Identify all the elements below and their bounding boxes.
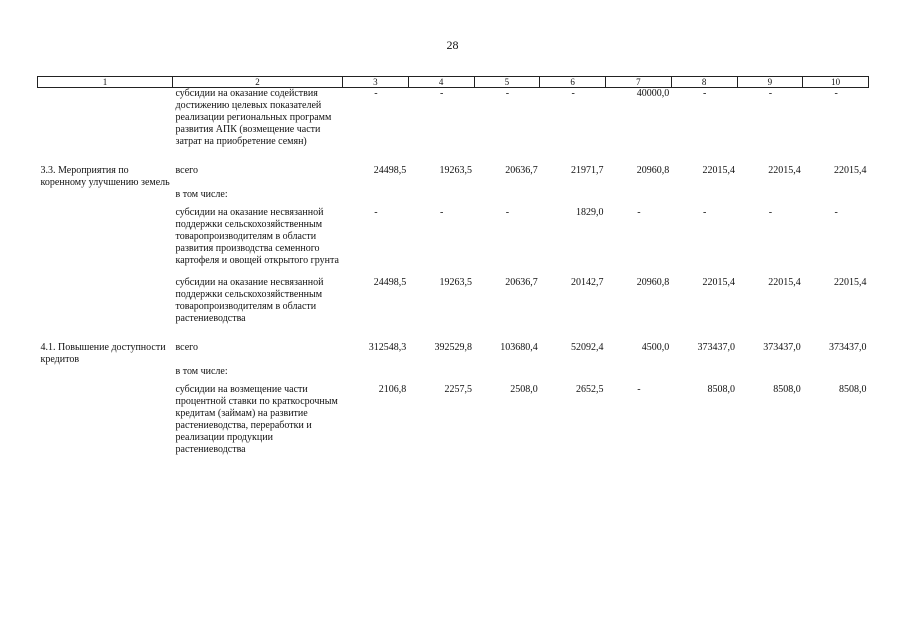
measure-name-cell	[38, 384, 173, 464]
value-cell: 22015,4	[768, 165, 801, 176]
column-header: 8	[671, 77, 737, 88]
value-cell: 20142,7	[571, 277, 604, 288]
value-cell: 52092,4	[571, 342, 604, 353]
value-cell: 19263,5	[439, 165, 472, 176]
table-body	[38, 88, 869, 465]
value-cell: 40000,0	[636, 88, 670, 99]
measure-name-cell	[38, 277, 173, 335]
value-cell	[737, 189, 803, 207]
value-cell: 4500,0	[641, 342, 670, 353]
value-cell: 22015,4	[768, 277, 801, 288]
value-cell	[671, 366, 737, 384]
value-cell: -	[637, 384, 641, 395]
value-cell: 8508,0	[839, 384, 867, 395]
value-cell	[803, 189, 869, 207]
value-cell: -	[834, 207, 838, 218]
value-cell	[606, 366, 672, 384]
value-cell: 22015,4	[702, 165, 735, 176]
value-cell: 1829,0	[576, 207, 604, 218]
measure-name-cell: 3.3. Мероприятия по коренному улучшению земель	[40, 165, 170, 188]
funding-description-cell: субсидии на оказание несвязанной поддержки сельскохозяйственным товаропроизводителям в области развития производства семенного картофеля и овощей открытого грунта	[175, 207, 339, 266]
value-cell: -	[834, 88, 838, 99]
measure-name-cell	[38, 88, 173, 159]
value-cell: 373437,0	[829, 342, 867, 353]
column-header: 1	[38, 77, 173, 88]
value-cell: 373437,0	[763, 342, 801, 353]
column-header: 4	[408, 77, 474, 88]
value-cell	[540, 366, 606, 384]
column-header: 7	[606, 77, 672, 88]
table-row	[38, 277, 869, 335]
value-cell	[671, 189, 737, 207]
value-cell: 20636,7	[505, 277, 538, 288]
value-cell: -	[505, 207, 510, 218]
value-cell	[408, 366, 474, 384]
value-cell: 2106,8	[378, 384, 407, 395]
value-cell: 24498,5	[373, 277, 407, 288]
value-cell: 2508,0	[510, 384, 538, 395]
funding-description-cell: всего	[175, 165, 199, 176]
value-cell: -	[374, 88, 378, 99]
table-row	[38, 189, 869, 207]
column-number-header	[38, 77, 869, 88]
value-cell: 22015,4	[834, 165, 867, 176]
column-header: 9	[737, 77, 803, 88]
value-cell	[606, 189, 672, 207]
value-cell: 21971,7	[571, 165, 604, 176]
table-row	[38, 88, 869, 159]
table-row	[38, 158, 869, 189]
value-cell: 392529,8	[434, 342, 472, 353]
funding-description-cell: в том числе:	[175, 366, 228, 377]
value-cell: 2257,5	[444, 384, 472, 395]
value-cell: 103680,4	[500, 342, 538, 353]
column-header: 6	[540, 77, 606, 88]
value-cell: -	[637, 207, 641, 218]
value-cell: 19263,5	[439, 277, 472, 288]
value-cell: -	[702, 88, 707, 99]
value-cell	[408, 189, 474, 207]
value-cell: -	[702, 207, 707, 218]
funding-description-cell: всего	[175, 342, 199, 353]
table-row	[38, 366, 869, 384]
funding-description-cell: субсидии на возмещение части процентной ставки по краткосрочным кредитам (займам) на развитие растениеводства, переработки и реализации продукции растениеводства	[175, 384, 338, 455]
page-number: 28	[446, 38, 459, 52]
value-cell: -	[374, 207, 378, 218]
value-cell: 22015,4	[702, 277, 735, 288]
measure-name-cell: 4.1. Повышение доступности кредитов	[40, 342, 166, 365]
table-row	[38, 207, 869, 277]
value-cell: 20636,7	[505, 165, 538, 176]
funding-description-cell: в том числе:	[175, 189, 228, 200]
value-cell: 373437,0	[697, 342, 735, 353]
column-header: 3	[343, 77, 409, 88]
value-cell	[343, 189, 409, 207]
budget-table	[37, 76, 869, 464]
measure-name-cell	[38, 207, 173, 277]
value-cell	[803, 366, 869, 384]
column-header: 2	[173, 77, 343, 88]
value-cell: 8508,0	[707, 384, 735, 395]
value-cell: -	[439, 88, 444, 99]
value-cell: -	[768, 88, 773, 99]
value-cell: 20960,8	[636, 277, 670, 288]
value-cell	[737, 366, 803, 384]
value-cell	[540, 189, 606, 207]
measure-name-cell	[38, 366, 173, 384]
value-cell: 22015,4	[834, 277, 867, 288]
value-cell: -	[505, 88, 510, 99]
value-cell: 20960,8	[636, 165, 670, 176]
value-cell: -	[439, 207, 444, 218]
column-header: 10	[803, 77, 869, 88]
value-cell: 2652,5	[576, 384, 604, 395]
value-cell: 8508,0	[773, 384, 801, 395]
value-cell	[474, 189, 540, 207]
value-cell: -	[768, 207, 773, 218]
funding-description-cell: субсидии на оказание содействия достижению целевых показателей реализации региональных программ развития АПК (возмещение части затрат на приобретение семян)	[175, 88, 332, 147]
value-cell	[474, 366, 540, 384]
table-row	[38, 384, 869, 464]
value-cell: -	[571, 88, 575, 99]
value-cell: 312548,3	[368, 342, 407, 353]
funding-description-cell: субсидии на оказание несвязанной поддержки сельскохозяйственным товаропроизводителям в области растениеводства	[175, 277, 324, 324]
value-cell	[343, 366, 409, 384]
column-header: 5	[474, 77, 540, 88]
table-row	[38, 335, 869, 366]
measure-name-cell	[38, 189, 173, 207]
value-cell: 24498,5	[373, 165, 407, 176]
